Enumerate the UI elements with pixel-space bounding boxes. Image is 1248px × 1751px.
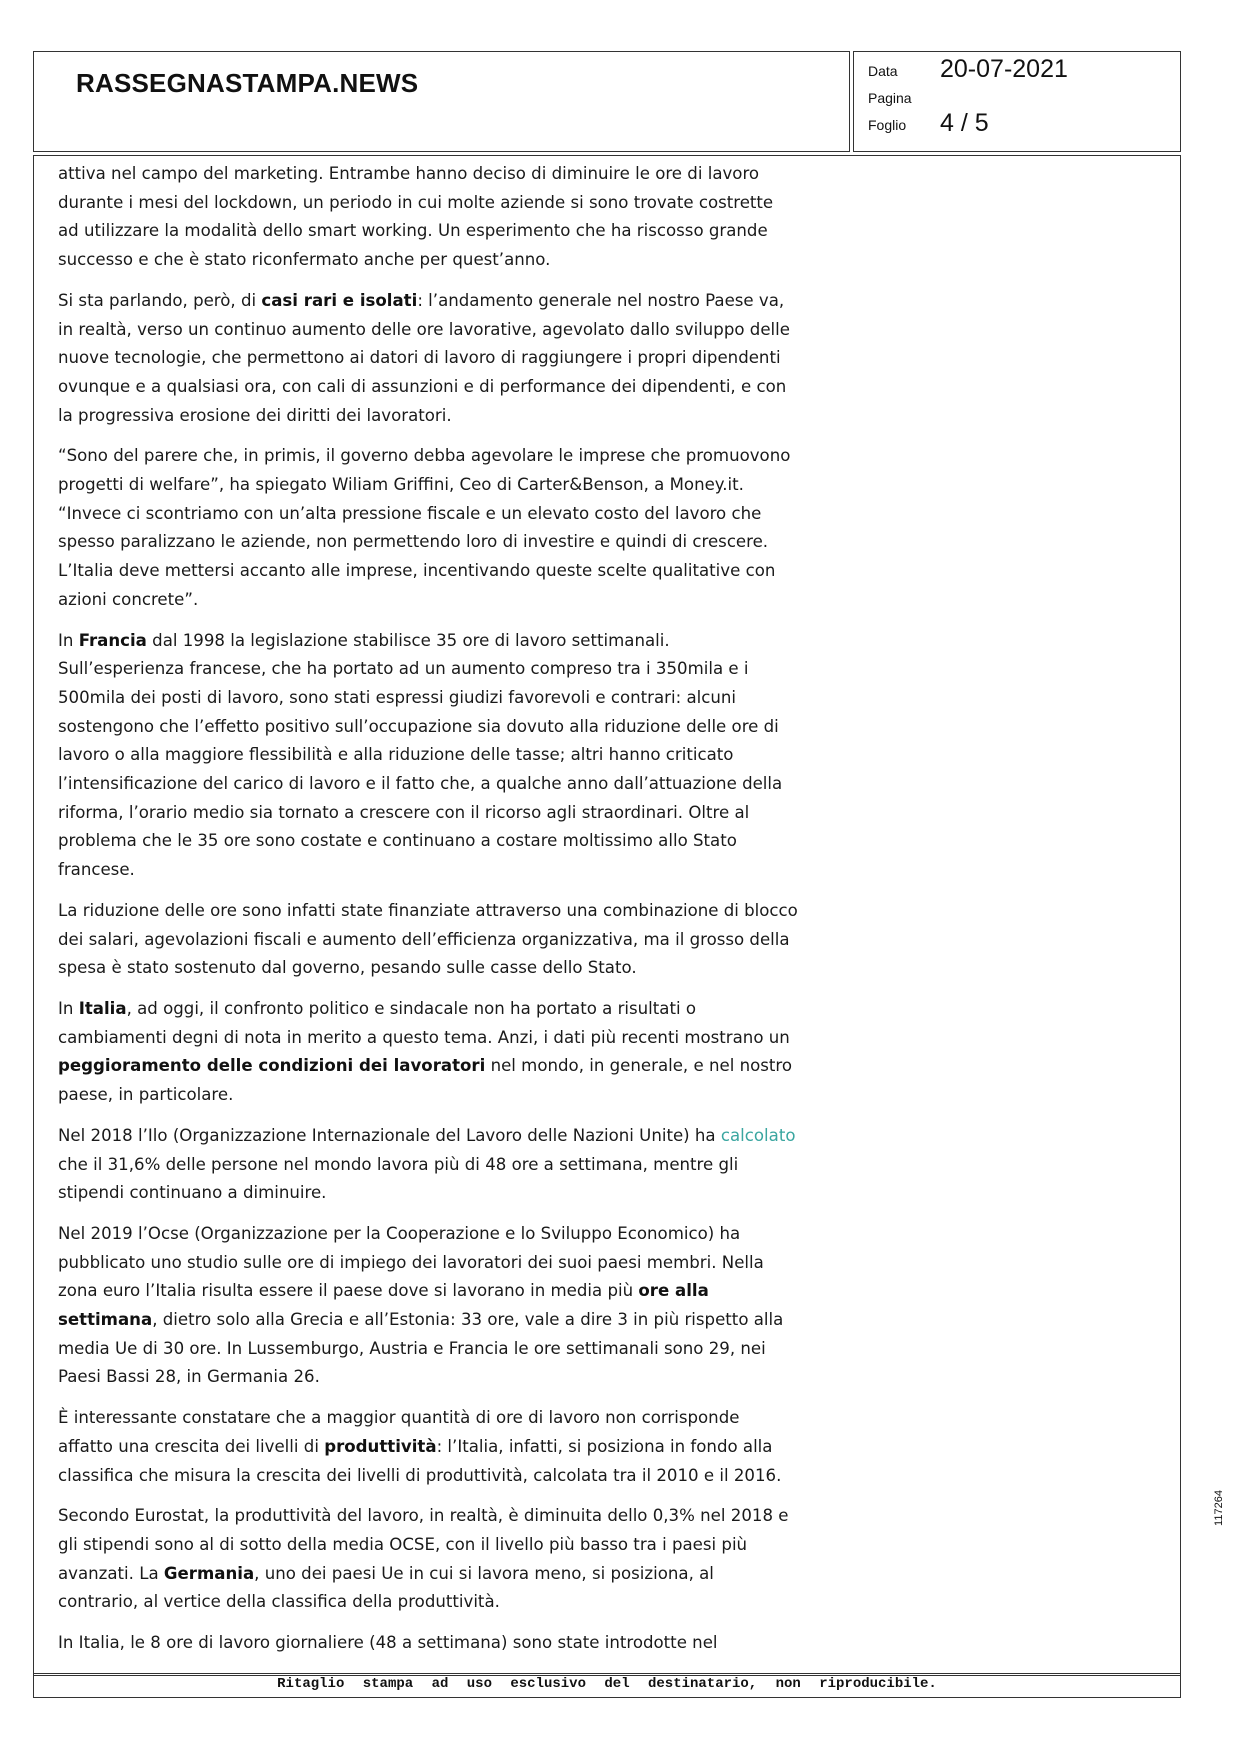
paragraph: Secondo Eurostat, la produttività del lavoro, in realtà, è diminuita dello 0,3% nel 2018 e gli stipendi sono al di sotto della media OCSE, con il livello più basso tra i paesi più avanzati. La Germania, uno dei paesi Ue in cui si lavora meno, si posiziona, al contrario, al vertice della classifica della produttività. [58, 1506, 789, 1612]
paragraph: attiva nel campo del marketing. Entrambe hanno deciso di diminuire le ore di lavoro durante i mesi del lockdown, un periodo in cui molte aziende si sono trovate costrette ad utilizzare la modalità dello smart working. Un esperimento che ha riscosso grande successo e che è stato riconfermato anche per quest’anno. [58, 164, 774, 270]
data-value: 20-07-2021 [940, 55, 1068, 83]
paragraph: Si sta parlando, però, di casi rari e isolati: l’andamento generale nel nostro Paese va, in realtà, verso un continuo aumento delle ore lavorative, agevolato dallo sviluppo delle nuove tecnologie, che permettono ai datori di lavoro di raggiungere i propri dipendenti ovunque e a qualsiasi ora, con cali di assunzioni e di performance dei dipendenti, e con la progressiva erosione dei diritti dei lavoratori. [58, 290, 790, 425]
article-content-box [33, 155, 1181, 1676]
bold-text: casi rari e isolati [261, 290, 418, 310]
foglio-label: Foglio [868, 117, 907, 133]
paragraph: In Italia, le 8 ore di lavoro giornaliere (48 a settimana) sono state introdotte nel [58, 1633, 718, 1653]
footer-notice: Ritaglio stampa ad uso esclusivo del destinatario, non riproducibile. [277, 1676, 937, 1692]
bold-text: produttività [324, 1436, 437, 1456]
paragraph: Nel 2018 l’Ilo (Organizzazione Internazionale del Lavoro delle Nazioni Unite) ha calcolato che il 31,6% delle persone nel mondo lavora più di 48 ore a settimana, mentre gli stipendi continuano a diminuire. [58, 1125, 796, 1203]
paragraph: “Sono del parere che, in primis, il governo debba agevolare le imprese che promuovono progetti di welfare”, ha spiegato Wiliam Griffini, Ceo di Carter&Benson, a Money.it. “Invece ci scontriamo con un’alta pressione fiscale e un elevato costo del lavoro che spesso paralizzano le aziende, non permettendo loro di investire e quindi di crescere. L’Italia deve mettersi accanto alle imprese, incentivando queste scelte qualitative con azioni concrete”. [58, 446, 791, 609]
masthead-title: RASSEGNASTAMPA.NEWS [76, 68, 419, 98]
article-body [58, 160, 798, 1670]
header-meta-box [853, 51, 1181, 152]
side-code: 117264 [1213, 1490, 1225, 1526]
calcolato-link[interactable]: calcolato [720, 1125, 796, 1145]
paragraph: In Italia, ad oggi, il confronto politico e sindacale non ha portato a risultati o cambiamenti degni di nota in merito a questo tema. Anzi, i dati più recenti mostrano un peggioramento delle condizioni dei lavoratori nel mondo, in generale, e nel nostro paese, in particolare. [58, 998, 793, 1105]
bold-text: Italia [78, 998, 127, 1018]
paragraph: È interessante constatare che a maggior quantità di ore di lavoro non corrisponde affatto una crescita dei livelli di produttività: l’Italia, infatti, si posiziona in fondo alla classifica che misura la crescita dei livelli di produttività, calcolata tra il 2010 e il 2016. [58, 1408, 782, 1485]
paragraph: La riduzione delle ore sono infatti state finanziate attraverso una combinazione di blocco dei salari, agevolazioni fiscali e aumento dell’efficienza organizzativa, ma il grosso della spesa è stato sostenuto dal governo, pesando sulle casse dello Stato. [58, 900, 798, 978]
data-label: Data [868, 63, 898, 79]
paragraph: In Francia dal 1998 la legislazione stabilisce 35 ore di lavoro settimanali. Sull’esperienza francese, che ha portato ad un aumento compreso tra i 350mila e i 500mila dei posti di lavoro, sono stati espressi giudizi favorevoli e contrari: alcuni sostengono che l’effetto positivo sull’occupazione sia dovuto alla riduzione delle ore di lavoro o alla maggiore flessibilità e alla riduzione delle tasse; altri hanno criticato l’intensificazione del carico di lavoro e il fatto che, a qualche anno dall’attuazione della riforma, l’orario medio sia tornato a crescere con il ricorso agli straordinari. Oltre al problema che le 35 ore sono costate e continuano a costare moltissimo allo Stato francese. [58, 630, 783, 880]
bold-text: Francia [78, 630, 147, 650]
bold-text: ore alla settimana [58, 1281, 709, 1330]
footer-notice-box [33, 1673, 1181, 1698]
foglio-value: 4 / 5 [940, 109, 989, 137]
header-masthead-box [33, 51, 850, 152]
paragraph: Nel 2019 l’Ocse (Organizzazione per la Cooperazione e lo Sviluppo Economico) ha pubblicato uno studio sulle ore di impiego dei lavoratori dei suoi paesi membri. Nella zona euro l’Italia risulta essere il paese dove si lavorano in media più ore alla settimana, dietro solo alla Grecia e all’Estonia: 33 ore, vale a dire 3 in più rispetto alla media Ue di 30 ore. In Lussemburgo, Austria e Francia le ore settimanali sono 29, nei Paesi Bassi 28, in Germania 26. [58, 1223, 784, 1387]
pagina-label: Pagina [868, 90, 912, 106]
bold-text: peggioramento delle condizioni dei lavoratori [58, 1056, 486, 1076]
bold-text: Germania [163, 1563, 255, 1583]
